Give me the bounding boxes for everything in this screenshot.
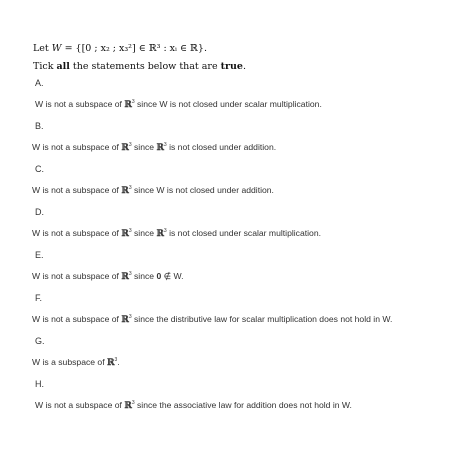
option-f[interactable] — [0, 293, 457, 329]
option-a-text: W is not a subspace of ℝ$^3$ since W is not closed under scalar multiplication. — [35, 99, 322, 110]
instruction-true: true — [220, 61, 243, 72]
option-h-letter: H. — [35, 379, 44, 389]
question-let: Let — [33, 43, 52, 54]
real-numbers-symbol: ℝ — [124, 100, 132, 110]
instruction-tick: Tick — [33, 61, 57, 72]
option-b-text: W is not a subspace of ℝ$^3$ since ℝ$^3$ is not closed under addition. — [32, 142, 277, 153]
option-b[interactable] — [0, 121, 457, 157]
option-f-letter: F. — [35, 293, 43, 303]
option-c[interactable] — [0, 164, 457, 200]
instruction-middle: the statements below that are — [69, 61, 221, 72]
real-numbers-symbol: ℝ — [121, 315, 129, 325]
question-set-definition: = {[0 ; x₂ ; x₃²] ∈ ℝ³ : xᵢ ∈ ℝ}. — [61, 43, 207, 54]
option-d-letter: D. — [35, 207, 44, 217]
option-h-text: W is not a subspace of ℝ$^3$ since the associative law for addition does not hold in W. — [35, 400, 352, 411]
zero-vector: 0 — [156, 271, 162, 281]
real-numbers-symbol: ℝ — [156, 229, 164, 239]
question-set-name: W — [51, 43, 62, 54]
option-g-letter: G. — [35, 336, 45, 346]
option-a[interactable] — [0, 78, 457, 114]
real-numbers-symbol: ℝ — [107, 358, 115, 368]
real-numbers-symbol: ℝ — [121, 143, 129, 153]
question-instruction — [33, 61, 246, 72]
option-h[interactable] — [0, 379, 457, 415]
instruction-end: . — [242, 61, 247, 72]
option-b-letter: B. — [35, 121, 44, 131]
option-e-text: W is not a subspace of ℝ$^3$ since 0 ∉ W. — [32, 271, 184, 282]
real-numbers-symbol: ℝ — [124, 401, 132, 411]
option-d-text: W is not a subspace of ℝ$^3$ since ℝ$^3$ is not closed under scalar multiplication. — [32, 228, 321, 239]
option-g[interactable] — [0, 336, 457, 372]
instruction-all: all — [56, 61, 70, 72]
option-f-text: W is not a subspace of ℝ$^3$ since the distributive law for scalar multiplication does not hold in W. — [32, 314, 393, 325]
option-a-letter: A. — [35, 78, 44, 88]
option-e-letter: E. — [35, 250, 44, 260]
option-c-letter: C. — [35, 164, 44, 174]
real-numbers-symbol: ℝ — [156, 143, 164, 153]
option-e[interactable] — [0, 250, 457, 286]
option-d[interactable] — [0, 207, 457, 243]
option-c-text: W is not a subspace of ℝ$^3$ since W is not closed under addition. — [32, 185, 274, 196]
question-statement — [33, 43, 207, 54]
real-numbers-symbol: ℝ — [121, 272, 129, 282]
real-numbers-symbol: ℝ — [121, 186, 129, 196]
option-g-text: W is a subspace of ℝ$^3$. — [32, 357, 120, 368]
real-numbers-symbol: ℝ — [121, 229, 129, 239]
